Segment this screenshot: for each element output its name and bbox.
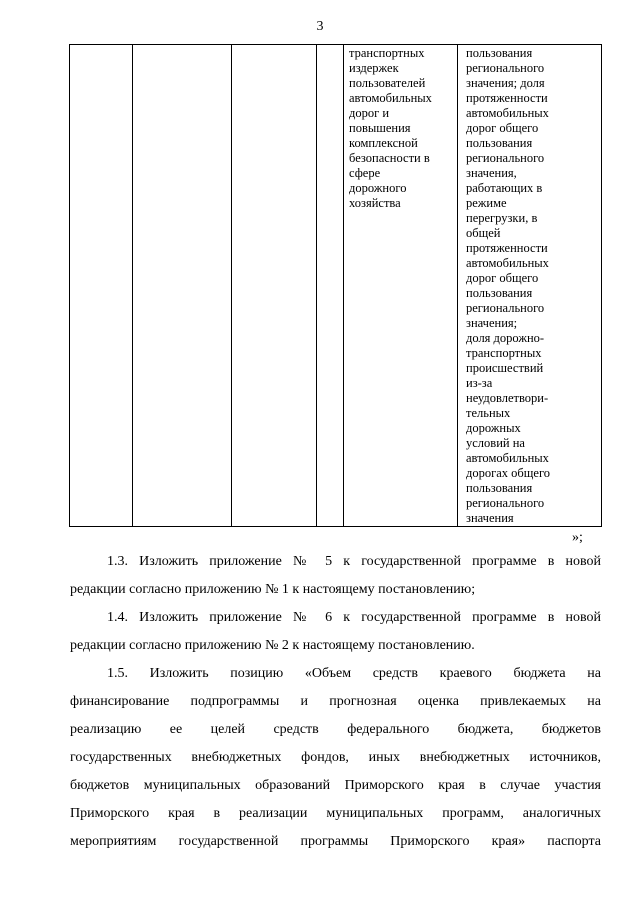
table-cell-col3 bbox=[232, 45, 317, 527]
table-cell-col2 bbox=[133, 45, 232, 527]
table-cell-col6-text: пользования регионального значения; доля протяженности автомобильных дорог общего пользования регионального значения, работающих в режиме перегрузки, в общей протяженности автомобильных дорог общего пользования регионального значения; доля дорожно- транспортных происшествий из-за неудовлетвори- тельных дорожных условий на автомобильных дорогах общего пользования регионального значения bbox=[466, 46, 551, 525]
paragraph-1-5-line-5: бюджетов муниципальных образований Приморского края в случае участия bbox=[70, 778, 601, 793]
paragraph-1-5-line-4: государственных внебюджетных фондов, иных внебюджетных источников, bbox=[70, 750, 601, 765]
paragraph-1-5-line-7: мероприятиям государственной программы Приморского края» паспорта bbox=[70, 834, 601, 849]
paragraph-1-5-line-2: финансирование подпрограммы и прогнозная оценка привлекаемых на bbox=[70, 694, 601, 709]
closing-quote: »; bbox=[572, 530, 583, 545]
page-number: 3 bbox=[316, 19, 324, 34]
paragraph-1-3-line-2: редакции согласно приложению № 1 к настоящему постановлению; bbox=[70, 582, 476, 597]
paragraph-1-5-line-3: реализацию ее целей средств федерального бюджета, бюджетов bbox=[70, 722, 601, 737]
continuation-table bbox=[69, 44, 602, 527]
table-cell-col1 bbox=[70, 45, 133, 527]
paragraph-1-4-line-1: 1.4. Изложить приложение № 6 к государственной программе в новой bbox=[107, 610, 601, 625]
table-row bbox=[70, 45, 602, 527]
table-cell-col6 bbox=[458, 45, 602, 527]
paragraph-1-5-line-6: Приморского края в реализации муниципальных программ, аналогичных bbox=[70, 806, 601, 821]
paragraph-1-4-line-2: редакции согласно приложению № 2 к настоящему постановлению. bbox=[70, 638, 475, 653]
table-cell-col5-text: транспортных издержек пользователей автомобильных дорог и повышения комплексной безопасности в сфере дорожного хозяйства bbox=[349, 46, 432, 210]
table-cell-col4 bbox=[317, 45, 344, 527]
paragraph-1-3-line-1: 1.3. Изложить приложение № 5 к государственной программе в новой bbox=[107, 554, 601, 569]
paragraph-1-5-line-1: 1.5. Изложить позицию «Объем средств краевого бюджета на bbox=[107, 666, 601, 681]
table-cell-col5 bbox=[344, 45, 458, 527]
